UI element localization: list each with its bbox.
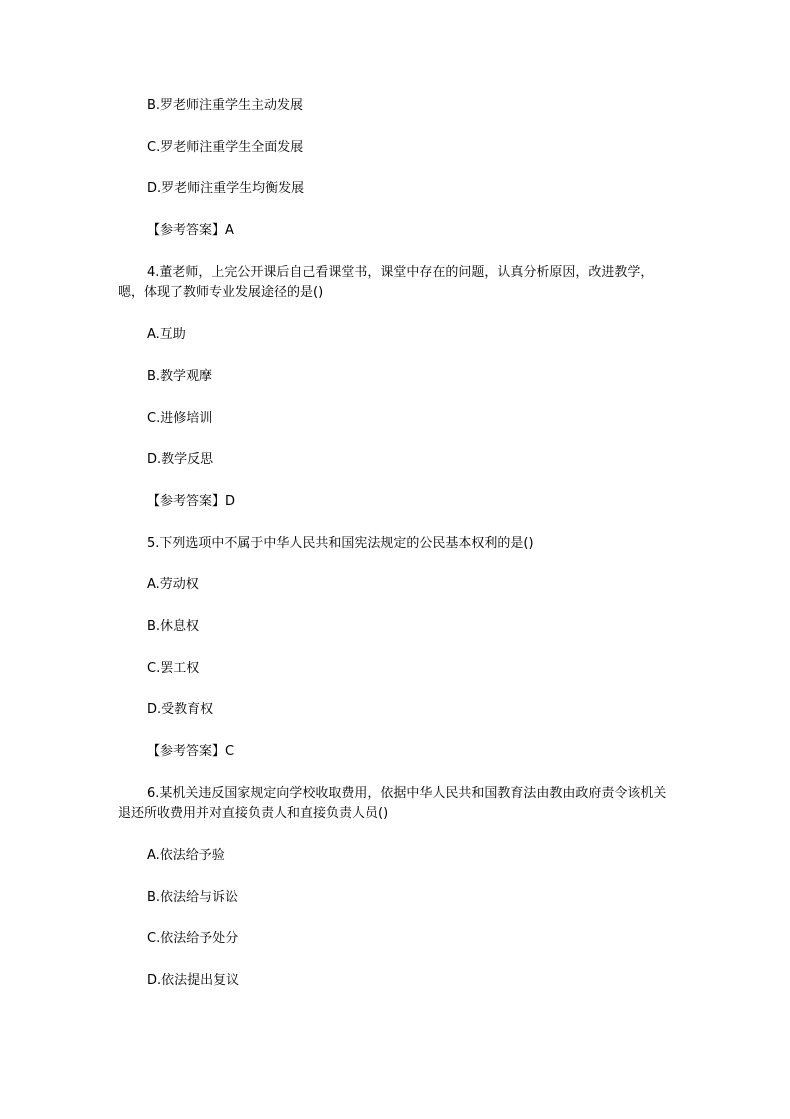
option-q5-c: C.罢工权 <box>147 661 200 676</box>
option-q6-c: C.依法给予处分 <box>147 931 239 946</box>
option-q4-a: A.互助 <box>147 327 186 342</box>
option-q4-c: C.进修培训 <box>147 411 213 426</box>
answer-q3: 【参考答案】A <box>147 223 234 238</box>
option-q5-b: B.休息权 <box>147 619 200 634</box>
answer-q4: 【参考答案】D <box>147 494 236 509</box>
option-q3-d: D.罗老师注重学生均衡发展 <box>147 181 305 196</box>
option-q4-d: D.教学反思 <box>147 452 214 467</box>
question-6: 6.某机关违反国家规定向学校收取费用，依据中华人民共和国教育法由教由政府责令该机关退还所收费用并对直接负责人和直接负责人员() <box>118 786 667 821</box>
question-5: 5.下列选项中不属于中华人民共和国宪法规定的公民基本权利的是() <box>147 536 534 551</box>
answer-q5: 【参考答案】C <box>147 744 235 759</box>
option-q5-d: D.受教育权 <box>147 702 214 717</box>
question-4: 4.董老师，上完公开课后自己看课堂书，课堂中存在的问题，认真分析原因，改进教学，嗯，体现了教师专业发展途径的是() <box>118 265 654 300</box>
option-q6-a: A.依法给予验 <box>147 848 225 863</box>
option-q3-c: C.罗老师注重学生全面发展 <box>147 140 304 155</box>
option-q3-b: B.罗老师注重学生主动发展 <box>147 98 304 113</box>
option-q6-b: B.依法给与诉讼 <box>147 890 239 905</box>
option-q5-a: A.劳动权 <box>147 577 199 592</box>
option-q6-d: D.依法提出复议 <box>147 973 240 988</box>
option-q4-b: B.教学观摩 <box>147 369 213 384</box>
